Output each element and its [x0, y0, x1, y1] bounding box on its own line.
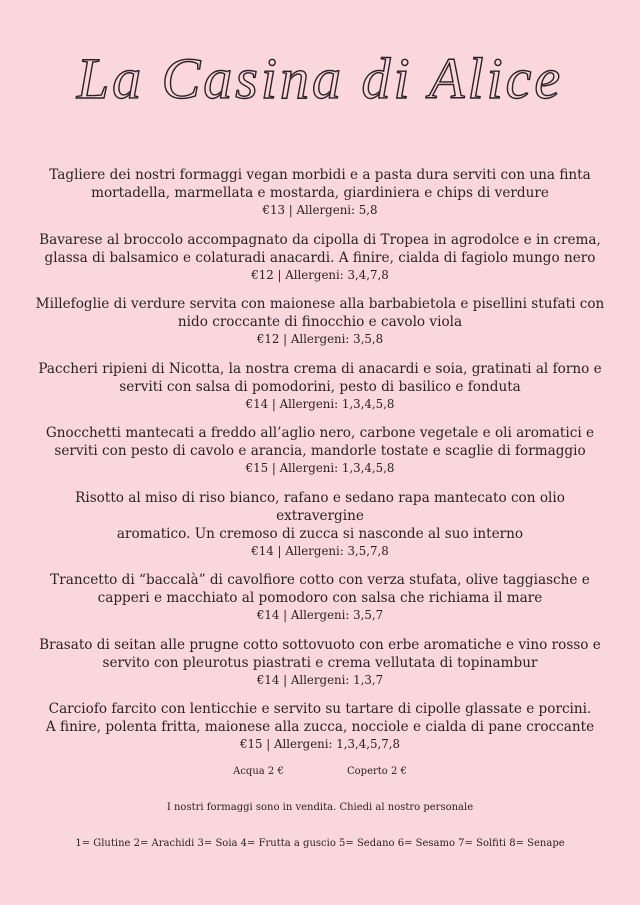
- menu-item: [30, 700, 610, 752]
- dish-line: mortadella, marmellata e mostarda, giardiniera e chips di verdure: [91, 185, 549, 201]
- dish-allergens: Allergeni: 3,5,7,8: [285, 543, 389, 558]
- title-text: La Casina di Alice: [76, 46, 564, 111]
- dish-allergens: Allergeni: 1,3,4,5,7,8: [273, 737, 401, 751]
- dish-price: €14: [256, 672, 280, 687]
- dish-meta: €12 | Allergeni: 3,4,7,8: [251, 267, 389, 282]
- dish-price: €15: [245, 461, 269, 475]
- dish-description: [30, 424, 610, 460]
- cheese-sale-note: I nostri formaggi sono in vendita. Chiedi al nostro personale: [166, 802, 474, 813]
- dish-price: €14: [245, 396, 269, 411]
- dish-line: Brasato di seitan alle prugne cotto sottovuoto con erbe aromatiche e vino rosso e: [39, 636, 601, 653]
- dish-meta: €15 | Allergeni: 1,3,4,5,7,8: [239, 737, 401, 751]
- dish-allergens: Allergeni: 3,5,8: [290, 332, 384, 346]
- menu-item: [30, 636, 610, 688]
- dish-line: servito con pleurotus piastrati e crema vellutata di topinambur: [102, 654, 538, 671]
- dish-description: [30, 571, 610, 607]
- dish-line: glassa di balsamico e colaturadi anacardi. A finire, cialda di fagiolo mungo nero: [44, 249, 596, 266]
- restaurant-title: [0, 30, 640, 130]
- menu-item: [30, 424, 610, 476]
- dish-line: A finire, polenta fritta, maionese alla zucca, nocciole e cialda di pane croccante: [45, 719, 595, 735]
- dish-price: €14: [256, 608, 280, 622]
- dish-line: Trancetto di “baccalà” di cavolfiore cotto con verza stufata, olive taggiasche e: [50, 572, 590, 588]
- dish-line: Paccheri ripieni di Nicotta, la nostra crema di anacardi e soia, gratinati al forno e: [38, 360, 602, 377]
- menu-list: [30, 166, 610, 765]
- dish-price: €12: [251, 267, 274, 282]
- dish-allergens: Allergeni: 3,5,7: [290, 608, 384, 622]
- dish-description: [30, 166, 610, 202]
- dish-description: [30, 231, 610, 267]
- dish-meta: €15 | Allergeni: 1,3,4,5,8: [245, 461, 395, 475]
- menu-item: [30, 360, 610, 412]
- extras-row: [0, 766, 640, 777]
- dish-meta: €14 | Allergeni: 3,5,7: [256, 608, 384, 622]
- dish-price: €14: [251, 543, 274, 558]
- dish-description: [30, 295, 610, 331]
- dish-meta: €14 | Allergeni: 1,3,4,5,8: [245, 396, 395, 411]
- dish-line: Millefoglie di verdure servita con maionese alla barbabietola e pisellini stufati con: [35, 296, 605, 312]
- dish-line: capperi e macchiato al pomodoro con salsa che richiama il mare: [97, 590, 543, 606]
- dish-allergens: Allergeni: 1,3,4,5,8: [279, 396, 395, 411]
- water-price: Acqua 2 €: [233, 766, 284, 777]
- dish-description: [30, 636, 610, 672]
- dish-description: [30, 700, 610, 736]
- dish-line: serviti con pesto di cavolo e arancia, mandorle tostate e scaglie di formaggio: [54, 443, 586, 459]
- allergen-legend: 1= Glutine 2= Arachidi 3= Soia 4= Frutta a guscio 5= Sedano 6= Sesamo 7= Solfiti 8= Senape: [75, 838, 565, 849]
- dish-price: €13: [262, 203, 285, 217]
- dish-line: Tagliere dei nostri formaggi vegan morbidi e a pasta dura serviti con una finta: [49, 167, 591, 183]
- handwritten-logo: [76, 30, 564, 130]
- dish-allergens: Allergeni: 1,3,4,5,8: [279, 461, 395, 475]
- dish-line: aromatico. Un cremoso di zucca si nasconde al suo interno: [116, 525, 524, 542]
- menu-item: [30, 295, 610, 347]
- dish-price: €12: [256, 332, 280, 346]
- dish-price: €15: [239, 737, 263, 751]
- dish-line: nido croccante di finocchio e cavolo viola: [177, 314, 463, 330]
- menu-item: [30, 571, 610, 623]
- menu-item: [30, 231, 610, 283]
- menu-item: [30, 166, 610, 218]
- dish-description: [30, 360, 610, 396]
- dish-allergens: Allergeni: 1,3,7: [290, 672, 384, 687]
- dish-allergens: Allergeni: 5,8: [296, 203, 378, 217]
- dish-line: Risotto al miso di riso bianco, rafano e sedano rapa mantecato con olio extravergine: [75, 489, 565, 524]
- dish-meta: €13 | Allergeni: 5,8: [262, 203, 378, 217]
- dish-meta: €14 | Allergeni: 3,5,7,8: [251, 543, 389, 558]
- cover-charge: Coperto 2 €: [347, 766, 407, 777]
- dish-line: Bavarese al broccolo accompagnato da cipolla di Tropea in agrodolce e in crema,: [39, 231, 601, 248]
- dish-line: Carciofo farcito con lenticchie e servito su tartare di cipolle glassate e porcini.: [48, 701, 592, 717]
- dish-meta: €12 | Allergeni: 3,5,8: [256, 332, 384, 346]
- dish-line: serviti con salsa di pomodorini, pesto di basilico e fonduta: [119, 378, 521, 395]
- dish-meta: €14 | Allergeni: 1,3,7: [256, 672, 384, 687]
- dish-line: Gnocchetti mantecati a freddo all’aglio nero, carbone vegetale e oli aromatici e: [45, 425, 595, 441]
- dish-description: [30, 489, 610, 543]
- menu-item: [30, 489, 610, 559]
- dish-allergens: Allergeni: 3,4,7,8: [285, 267, 389, 282]
